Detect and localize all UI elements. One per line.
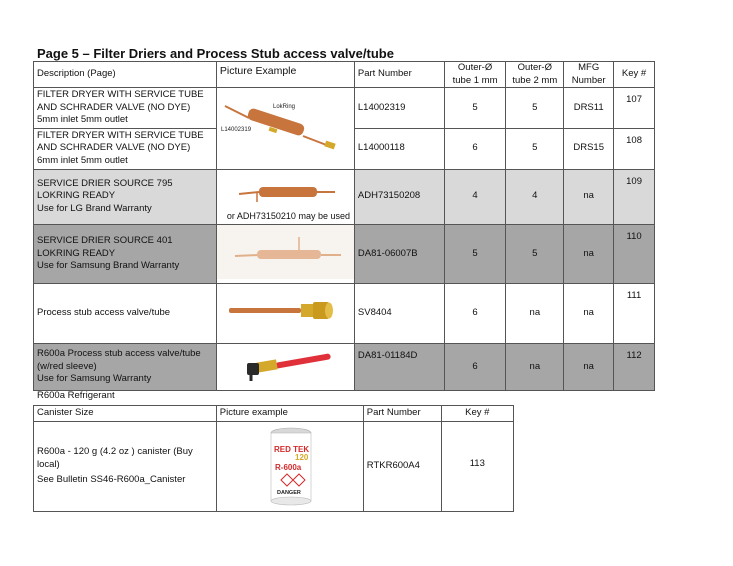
- lg-drier-image: [217, 170, 354, 212]
- row-description: [34, 422, 217, 512]
- row-tube1: 6: [444, 284, 506, 344]
- row-description-line1: R600a Process stub access valve/tube (w/red sleeve): [37, 348, 201, 372]
- row-description-line1: SERVICE DRIER SOURCE 795 LOKRING READY: [37, 177, 173, 202]
- row-part-number: DA81-06007B: [354, 224, 444, 284]
- header-key: Key #: [614, 62, 655, 88]
- table-row: [34, 343, 655, 391]
- row-mfg: na: [564, 169, 614, 224]
- row-key: 110: [614, 224, 655, 284]
- can-brand: RED TEK: [273, 445, 309, 454]
- row-key: 109: [614, 169, 655, 224]
- row-tube1: 6: [444, 128, 506, 169]
- header-part-number: Part Number: [354, 62, 444, 88]
- row-key: 108: [614, 128, 655, 169]
- r600a-stub-picture: [216, 343, 354, 391]
- lg-drier-picture: [216, 169, 354, 224]
- header-canister: Canister Size: [34, 406, 217, 422]
- canister-picture: [216, 422, 363, 512]
- row-description: [34, 224, 217, 284]
- filter-dryer-image: [217, 88, 354, 164]
- section-label: R600a Refrigerant: [37, 390, 115, 401]
- row-tube1: 5: [444, 224, 506, 284]
- row-description-line2: Use for Samsung Brand Warranty: [37, 260, 180, 271]
- samsung-drier-image: [217, 225, 354, 279]
- process-stub-picture: [216, 284, 354, 344]
- row-description: FILTER DRYER WITH SERVICE TUBE AND SCHRADER VALVE (NO DYE) 5mm inlet 5mm outlet: [34, 88, 217, 129]
- row-part-number: L14000118: [354, 128, 444, 169]
- row-description: [34, 343, 217, 391]
- row-part-number: ADH73150208: [354, 169, 444, 224]
- row-key: 112: [614, 343, 655, 391]
- row-part-number: SV8404: [354, 284, 444, 344]
- page-title: Page 5 – Filter Driers and Process Stub access valve/tube: [37, 46, 394, 61]
- row-tube2: 5: [506, 128, 564, 169]
- header-picture: Picture Example: [216, 62, 354, 88]
- row-description-line2: Use for Samsung Warranty: [37, 373, 152, 384]
- table-row: [34, 284, 655, 344]
- header-description: Description (Page): [34, 62, 217, 88]
- process-stub-image: [217, 284, 354, 338]
- row-mfg: na: [564, 284, 614, 344]
- can-gas: R-600a: [274, 463, 302, 472]
- row-description: [34, 169, 217, 224]
- row-part-number: RTKR600A4: [363, 422, 441, 512]
- row-description-line2: Use for LG Brand Warranty: [37, 202, 152, 214]
- part-label: L14002319: [220, 127, 251, 133]
- row-part-number: L14002319: [354, 88, 444, 129]
- filter-dryer-picture: [216, 88, 354, 170]
- table-header-row: [34, 406, 514, 422]
- filter-driers-table: [33, 61, 655, 391]
- row-mfg: DRS15: [564, 128, 614, 169]
- can-size: 120: [294, 453, 309, 462]
- row-key: 111: [614, 284, 655, 344]
- can-warning: DANGER: [276, 490, 301, 496]
- row-key: 107: [614, 88, 655, 129]
- header-mfg: MFG Number: [564, 62, 614, 88]
- table-header-row: [34, 62, 655, 88]
- row-description: FILTER DRYER WITH SERVICE TUBE AND SCHRADER VALVE (NO DYE) 6mm inlet 5mm outlet: [34, 128, 217, 169]
- row-mfg: na: [564, 224, 614, 284]
- row-mfg: na: [564, 343, 614, 391]
- row-tube2: na: [506, 343, 564, 391]
- row-description-line1: R600a - 120 g (4.2 oz ) canister (Buy local): [37, 446, 193, 470]
- row-tube1: 5: [444, 88, 506, 129]
- r600a-stub-image: [217, 344, 354, 386]
- row-tube1: 4: [444, 169, 506, 224]
- row-tube2: 5: [506, 224, 564, 284]
- row-key: 113: [441, 422, 513, 512]
- table-row: [34, 224, 655, 284]
- header-key: Key #: [441, 406, 513, 422]
- row-mfg: DRS11: [564, 88, 614, 129]
- row-description-line2: See Bulletin SS46-R600a_Canister: [37, 474, 186, 485]
- lokring-label: LokRing: [272, 104, 295, 110]
- canister-image: [217, 422, 363, 506]
- table-row: [34, 169, 655, 224]
- row-tube2: na: [506, 284, 564, 344]
- header-part-number: Part Number: [363, 406, 441, 422]
- refrigerant-table: [33, 405, 514, 512]
- alt-part-note: or ADH73150210 may be used: [226, 211, 350, 221]
- table-row: [34, 422, 514, 512]
- row-description: Process stub access valve/tube: [34, 284, 217, 344]
- row-tube2: 5: [506, 88, 564, 129]
- samsung-drier-picture: [216, 224, 354, 284]
- row-tube1: 6: [444, 343, 506, 391]
- table-row: [34, 88, 655, 129]
- header-tube1: Outer-Ø tube 1 mm: [444, 62, 506, 88]
- header-picture: Picture example: [216, 406, 363, 422]
- row-part-number: DA81-01184D: [354, 343, 444, 391]
- row-description-line1: SERVICE DRIER SOURCE 401 LOKRING READY: [37, 235, 173, 259]
- row-tube2: 4: [506, 169, 564, 224]
- header-tube2: Outer-Ø tube 2 mm: [506, 62, 564, 88]
